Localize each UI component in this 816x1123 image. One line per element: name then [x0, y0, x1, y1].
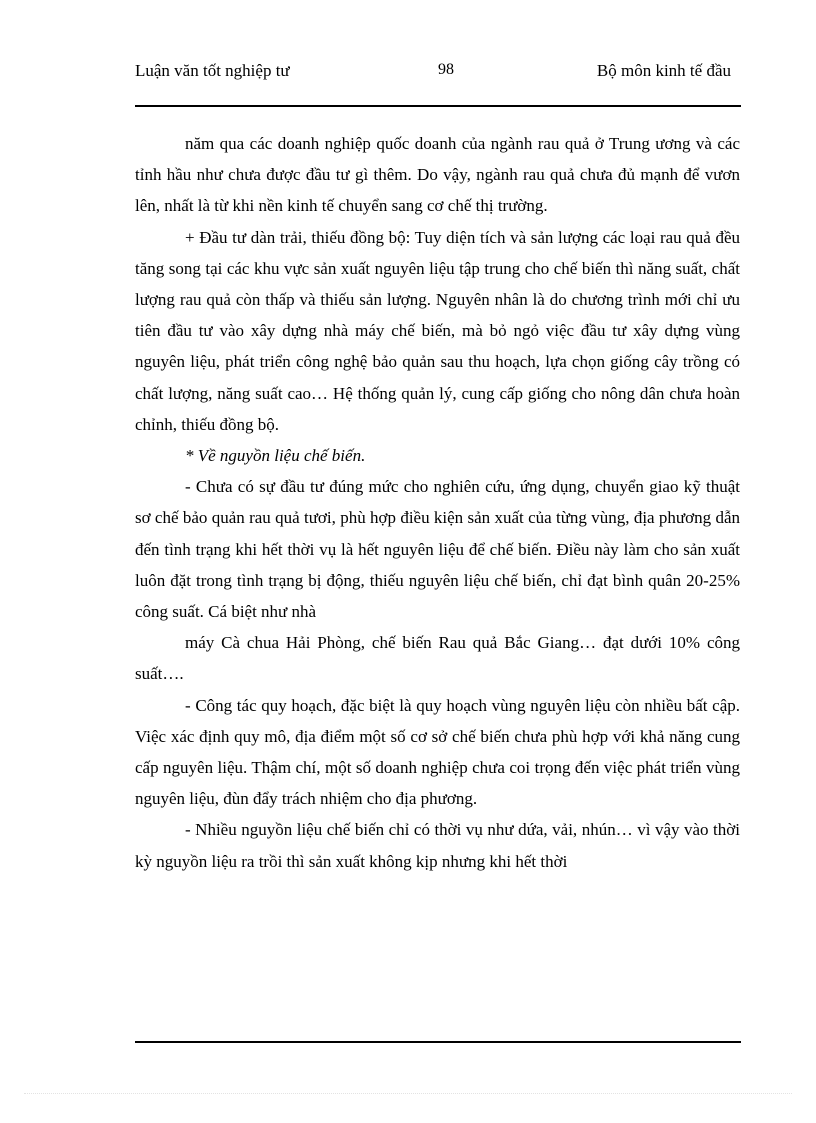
page-header — [135, 60, 741, 108]
header-divider — [135, 105, 741, 107]
footer-divider — [135, 1041, 741, 1043]
page-number: 98 — [438, 61, 454, 78]
section-heading: * Về nguyồn liệu chế biến. — [185, 446, 366, 466]
document-body — [135, 128, 740, 877]
paragraph-4: - Công tác quy hoạch, đặc biệt là quy hoạch vùng nguyên liệu còn nhiều bất cập. Việc xác định quy mô, địa điểm một số cơ sở chế biến chưa phù hợp với khả năng cung cấp nguyên liệu. Thậm chí, một số doanh nghiệp chưa coi trọng đến việc phát triển vùng nguyên liệu, đùn đẩy trách nhiệm cho địa phương. — [135, 695, 740, 809]
paragraph-2: + Đầu tư dàn trải, thiếu đồng bộ: Tuy diện tích và sản lượng các loại rau quả đều tăng song tại các khu vực sản xuất nguyên liệu tập trung cho chế biến thì năng suất, chất lượng rau quả còn thấp và thiếu sản lượng. Nguyên nhân là do chương trình mới chỉ ưu tiên đầu tư vào xây dựng nhà máy chế biến, mà bỏ ngỏ việc đầu tư xây dựng vùng nguyên liệu, phát triển công nghệ bảo quản sau thu hoạch, lựa chọn giống cây trồng có chất lượng, năng suất cao… Hệ thống quản lý, cung cấp giống cho nông dân chưa hoàn chỉnh, thiếu đồng bộ. — [135, 227, 740, 434]
page-edge-line — [24, 1093, 792, 1094]
paragraph-5: - Nhiều nguyồn liệu chế biến chỉ có thời vụ như dứa, vải, nhún… vì vậy vào thời kỳ nguyồn liệu ra trồi thì sản xuất không kịp nhưng khi hết thời — [135, 820, 740, 871]
paragraph-1: năm qua các doanh nghiệp quốc doanh của ngành rau quả ở Trung ương và các tỉnh hầu như chưa được đầu tư gì thêm. Do vậy, ngành rau quả chưa đủ mạnh để vươn lên, nhất là từ khi nền kinh tế chuyển sang cơ chế thị trường. — [135, 134, 740, 216]
paragraph-3-continuation: máy Cà chua Hải Phòng, chế biến Rau quả Bắc Giang… đạt dưới 10% công suất…. — [135, 633, 740, 684]
paragraph-3: - Chưa có sự đầu tư đúng mức cho nghiên cứu, ứng dụng, chuyển giao kỹ thuật sơ chế bảo quản rau quả tươi, phù hợp điều kiện sản xuất của từng vùng, địa phương dẫn đến tình trạng khi hết thời vụ là hết nguyên liệu để chế biến. Điều này làm cho sản xuất luôn đặt trong tình trạng bị động, thiếu nguyên liệu chế biến, chỉ đạt bình quân 20-25% công suất. Cá biệt như nhà — [135, 477, 740, 622]
header-right-title: Bộ môn kinh tế đầu — [596, 61, 731, 80]
header-left-title: Luận văn tốt nghiệp tư — [135, 61, 290, 80]
